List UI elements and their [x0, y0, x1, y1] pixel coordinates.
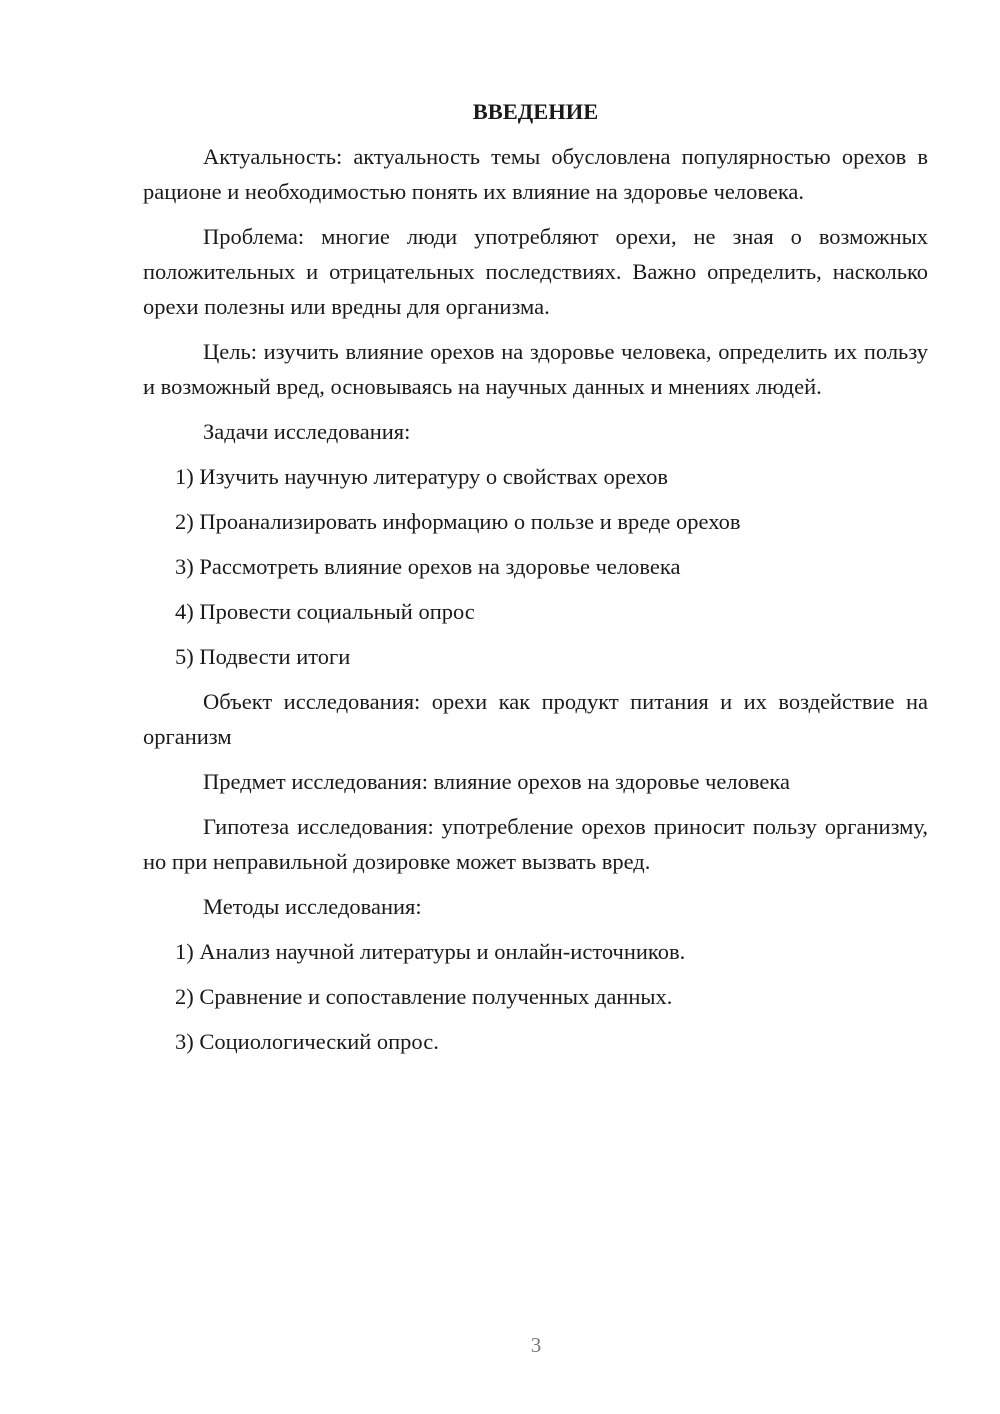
page-number: 3 [530, 1333, 542, 1357]
methods-label: Методы исследования: [203, 894, 422, 919]
tasks-label: Задачи исследования: [203, 419, 411, 444]
relevance-paragraph: Актуальность: актуальность темы обусловлена популярностью орехов в рационе и необходимостью понять их влияние на здоровье человека. [143, 144, 928, 204]
task-item: 4) Провести социальный опрос [175, 599, 475, 624]
hypothesis-paragraph: Гипотеза исследования: употребление орехов приносит пользу организму, но при неправильной дозировке может вызвать вред. [143, 814, 928, 874]
method-item: 1) Анализ научной литературы и онлайн-источников. [175, 939, 686, 964]
method-item: 2) Сравнение и сопоставление полученных данных. [175, 984, 673, 1009]
object-paragraph: Объект исследования: орехи как продукт питания и их воздействие на организм [143, 689, 928, 749]
task-item: 1) Изучить научную литературу о свойствах орехов [175, 464, 668, 489]
goal-paragraph: Цель: изучить влияние орехов на здоровье человека, определить их пользу и возможный вред, основываясь на научных данных и мнениях людей. [143, 339, 928, 399]
page-content [143, 94, 928, 1069]
section-heading: ВВЕДЕНИЕ [472, 99, 599, 124]
task-item: 2) Проанализировать информацию о пользе и вреде орехов [175, 509, 741, 534]
subject-paragraph: Предмет исследования: влияние орехов на здоровье человека [203, 769, 790, 794]
problem-paragraph: Проблема: многие люди употребляют орехи, не зная о возможных положительных и отрицательных последствиях. Важно определить, насколько орехи полезны или вредны для организма. [143, 224, 928, 319]
task-item: 5) Подвести итоги [175, 644, 351, 669]
task-item: 3) Рассмотреть влияние орехов на здоровье человека [175, 554, 681, 579]
method-item: 3) Социологический опрос. [175, 1029, 439, 1054]
